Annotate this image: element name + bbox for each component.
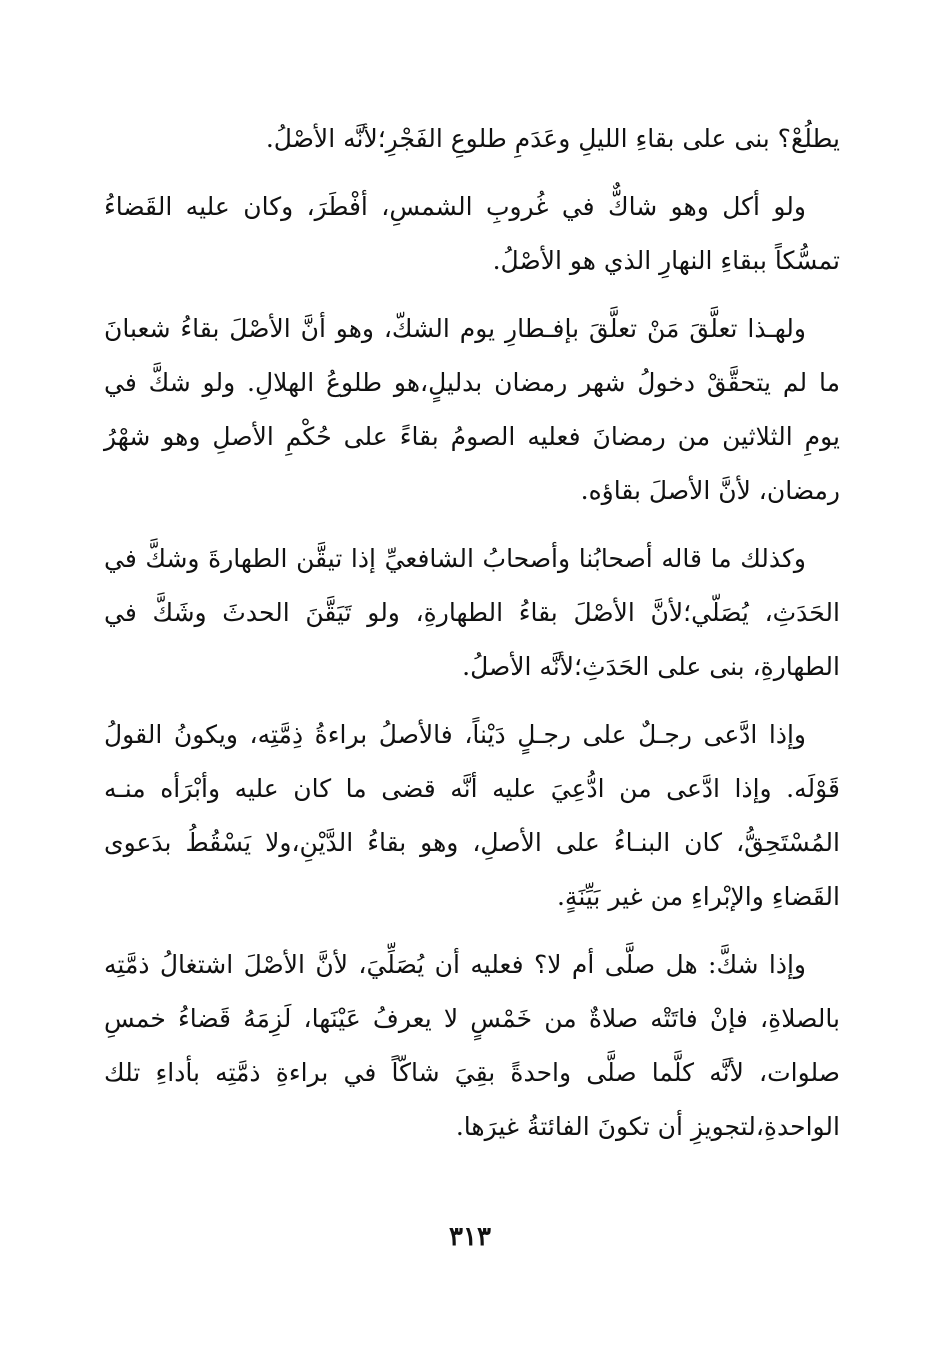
body-text [104, 112, 840, 1168]
paragraph-3: ولهـذا تعلَّقَ مَنْ تعلَّقَ بإفـطارِ يوم الشكّ، وهو أنَّ الأصْلَ بقاءُ شعبانَ ما لم يتحقَّقْ دخولُ شهر رمضان بدليلٍ،هو طلوعُ الهلالِ. ولو شكَّ في يومِ الثلاثين من رمضانَ فعليه الصومُ بقاءً على حُكْمِ الأصلِ وهو شهْرُ رمضان، لأنَّ الأصلَ بقاؤه. [104, 314, 840, 505]
paragraph-6: وإذا شكَّ: هل صلَّى أم لا؟ فعليه أن يُصَلِّيَ، لأنَّ الأصْلَ اشتغالُ ذمَّتِه بالصلاةِ، فإنْ فاتَتْه صلاةٌ من خَمْسٍ لا يعرفُ عَيْنَها، لَزِمَهُ قَضاءُ خمسِ صلوات، لأنَّه كلَّما صلَّى واحدةً بقِيَ شاكّاً في براءةِ ذمَّتِه بأداءِ تلك الواحدةِ،لتجويزِ أن تكونَ الفائتةُ غيرَها. [104, 950, 840, 1141]
paragraph-5: وإذا ادَّعى رجـلٌ على رجـلٍ دَيْناً، فالأصلُ براءةُ ذِمَّتِه، ويكونُ القولُ قَوْلَه. وإذا ادَّعى من ادُّعِيَ عليه أنَّه قضى ما كان عليه وأبْرَأه منـه المُسْتَحِقُّ، كان البنـاءُ على الأصلِ، وهو بقاءُ الدَّيْنِ،ولا يَسْقُطُ بدَعوى القَضاءِ والإبْراءِ من غير بَيِّنَةٍ. [104, 720, 840, 911]
paragraph-2: ولو أكل وهو شاكٌّ في غُروبِ الشمسِ، أفْطَرَ، وكان عليه القَضاءُ تمسُّكاً ببقاءِ النهارِ الذي هو الأصْلُ. [104, 192, 840, 275]
paragraph-4: وكذلك ما قاله أصحابُنا وأصحابُ الشافعيِّ إذا تيقَّن الطهارةَ وشكَّ في الحَدَثِ، يُصَلّي؛لأنَّ الأصْلَ بقاءُ الطهارةِ، ولو تَيَقَّنَ الحدثَ وشَكَّ في الطهارةِ، بنى على الحَدَثِ؛لأنَّه الأصلُ. [104, 544, 840, 681]
paragraph-1: يطلُعْ؟ بنى على بقاءِ الليلِ وعَدَمِ طلوعِ الفَجْرِ؛لأنَّه الأصْلُ. [265, 124, 840, 153]
page-number: ٣١٣ [449, 1222, 491, 1252]
